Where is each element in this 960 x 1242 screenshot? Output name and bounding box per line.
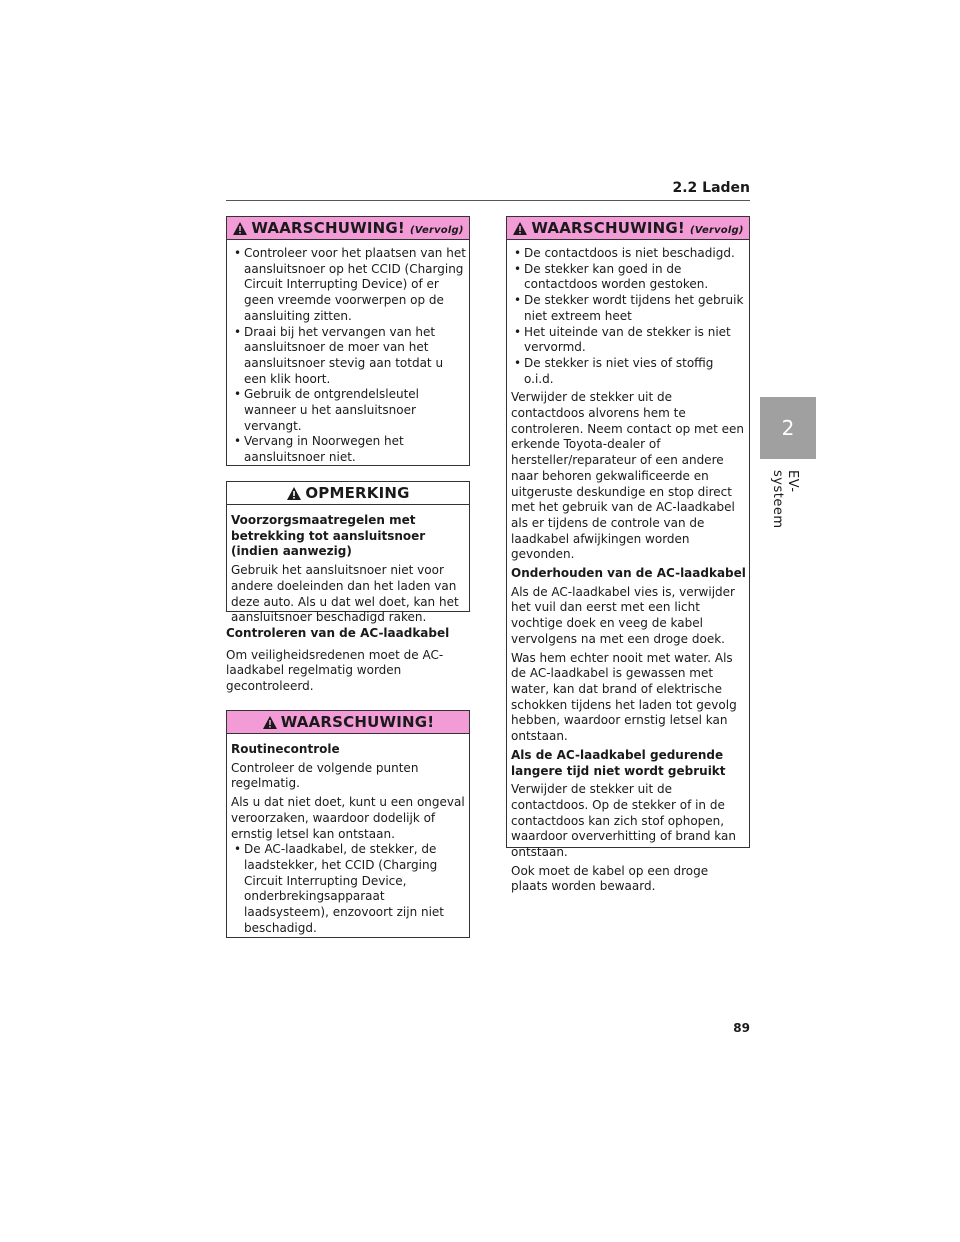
notice-text: Gebruik het aansluitsnoer niet voor andere doeleinden dan het laden van deze auto. Als u dat wel doet, kan het aansluitsnoer beschadigd raken. (231, 563, 459, 625)
warning-list (511, 246, 746, 387)
section-text: Om veiligheidsredenen moet de AC-laadkabel regelmatig worden gecontroleerd. (226, 647, 444, 694)
warning-title: WAARSCHUWING! (280, 713, 435, 731)
warning-header (227, 711, 469, 734)
continued-label: (Vervolg) (409, 224, 464, 236)
paragraph-unplug: Verwijder de stekker uit de contactdoos. Op de stekker of in de contactdoos kan zich stof ophopen, waardoor oververhitting of brand kan ontstaan. (511, 782, 736, 860)
section-title: 2.2 Laden (672, 180, 750, 196)
warning-icon (262, 715, 278, 730)
chapter-number: 2 (781, 416, 795, 440)
routine-list (231, 842, 466, 936)
warning-header (227, 217, 469, 240)
notice-box (226, 481, 470, 625)
list-item: • Draai bij het vervangen van het aansluitsnoer de moer van het aansluitsnoer stevig aan totdat u een klik hoort. (231, 325, 466, 388)
section-heading: Controleren van de AC-laadkabel (226, 626, 450, 640)
warning-icon (512, 221, 528, 236)
list-item: • De AC-laadkabel, de stekker, de laadstekker, het CCID (Charging Circuit Interrupting Device, onderbrekingsapparaat laadsysteem), enzovoort zijn niet beschadigd. (231, 842, 466, 936)
warning-title: WAARSCHUWING! (531, 219, 685, 237)
list-item: • Gebruik de ontgrendelsleutel wanneer u het aansluitsnoer vervangt. (231, 387, 466, 434)
continued-label: (Vervolg) (689, 224, 744, 236)
notice-title: OPMERKING (305, 484, 410, 502)
warning-body (507, 240, 749, 904)
list-item: • Vervang in Noorwegen het aansluitsnoer niet. (231, 434, 466, 465)
routine-heading: Routinecontrole (231, 742, 340, 756)
chapter-tab (760, 397, 816, 459)
notice-body (227, 505, 469, 635)
heading-long-unused: Als de AC-laadkabel gedurende langere tijd niet wordt gebruikt (511, 747, 726, 778)
routine-p1: Controleer de volgende punten regelmatig. (231, 760, 419, 791)
warning-list (231, 246, 466, 466)
warning-box-routine (226, 710, 470, 938)
list-item: • Het uiteinde van de stekker is niet vervormd. (511, 325, 746, 356)
list-item: • De stekker wordt tijdens het gebruik niet extreem heet (511, 293, 746, 324)
paragraph-store-dry: Ook moet de kabel op een droge plaats worden bewaard. (511, 863, 709, 894)
section-check-cable (226, 626, 470, 701)
warning-body (227, 240, 469, 472)
list-item: • Controleer voor het plaatsen van het aansluitsnoer op het CCID (Charging Circuit Interrupting Device) of er geen vreemde voorwerpen op de aansluiting zitten. (231, 246, 466, 325)
warning-box-continued-left (226, 216, 470, 466)
warning-icon (232, 221, 248, 236)
section-header (226, 178, 750, 201)
warning-box-continued-right (506, 216, 750, 894)
paragraph-remove-plug: Verwijder de stekker uit de contactdoos alvorens hem te controleren. Neem contact op met een erkende Toyota-dealer of hersteller/reparateur of een andere naar behoren gekwalificeerde en uitgeruste deskundige en stop direct met het gebruik van de AC-laadkabel als er tijdens de controle van de laadkabel afwijkingen worden gevonden. (511, 390, 744, 562)
notice-icon (286, 486, 302, 501)
list-item: • De contactdoos is niet beschadigd. (511, 246, 746, 262)
notice-heading: Voorzorgsmaatregelen met betrekking tot aansluitsnoer (indien aanwezig) (231, 513, 426, 559)
paragraph-no-water: Was hem echter nooit met water. Als de AC-laadkabel is gewassen met water, kan dat brand of elektrische schokken tijdens het laden tot gevolg hebben, waardoor ernstig letsel kan ontstaan. (511, 650, 737, 744)
list-item: • De stekker kan goed in de contactdoos worden gestoken. (511, 262, 746, 293)
warning-title: WAARSCHUWING! (251, 219, 405, 237)
paragraph-clean-cable: Als de AC-laadkabel vies is, verwijder het vuil dan eerst met een licht vochtige doek en veeg de kabel vervolgens na met een droge doek. (511, 584, 735, 646)
warning-body (227, 734, 469, 942)
chapter-label: EV-systeem (770, 470, 800, 529)
list-item: • De stekker is niet vies of stoffig o.i.d. (511, 356, 746, 387)
notice-header (227, 482, 469, 505)
heading-maintain-cable: Onderhouden van de AC-laadkabel (511, 566, 746, 581)
page-number: 89 (733, 1021, 750, 1035)
routine-p2: Als u dat niet doet, kunt u een ongeval veroorzaken, waardoor dodelijk of ernstig letsel kan ontstaan. (231, 795, 465, 841)
warning-header (507, 217, 749, 240)
